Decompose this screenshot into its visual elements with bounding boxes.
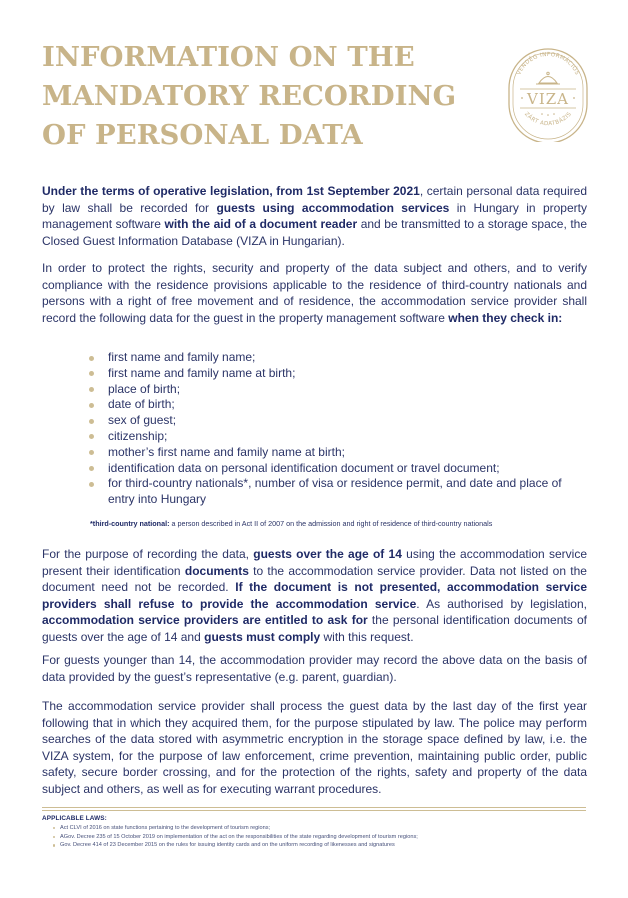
emphasis: guests must comply: [204, 629, 321, 644]
seal-top-text: VENDÉG INFORMÁCIÓS: [516, 51, 580, 77]
text-run: and be transmitted to a storage space, the Closed Guest Information Database (VIZA in Hungarian).: [42, 217, 588, 248]
list-item: first name and family name;: [88, 350, 568, 366]
seal-center-text: VIZA: [526, 90, 570, 108]
text-run: . As authorised by legislation,: [416, 596, 587, 611]
applicable-laws-list: [52, 824, 592, 850]
text-run: In order to protect the rights, security and property of the data subject and others, and to verify compliance with the residence provisions applicable to the residence of third-country nationals and persons with a right of free movement and of residence, the accommodation service provider shall record the following data for the guest in the property management software: [42, 261, 587, 325]
title-line: OF PERSONAL DATA: [42, 119, 363, 151]
emphasis: Under the terms of operative legislation, from 1st September 2021: [42, 184, 420, 198]
emphasis: guests using accommodation services: [216, 200, 450, 215]
emphasis: accommodation service providers are entitled to ask for: [42, 613, 368, 628]
footnote-text: a person described in Act II of 2007 on the admission and right of residence of third-country nationals: [169, 519, 493, 528]
divider: [42, 810, 586, 811]
paragraph-purpose: [42, 260, 587, 326]
footnote-term: *third-country national:: [90, 519, 170, 528]
list-item: sex of guest;: [88, 413, 568, 429]
text-run: , certain personal data required by law shall be recorded for: [42, 184, 587, 215]
divider: [42, 807, 586, 808]
text-run: in Hungary in property management software: [42, 200, 587, 232]
paragraph-documents: [42, 546, 587, 646]
paragraph-minors: For guests younger than 14, the accommodation provider may record the above data on the basis of data provided by the guest’s representative (e.g. parent, guardian).: [42, 653, 587, 684]
emphasis: documents: [184, 563, 249, 578]
list-item: citizenship;: [88, 429, 568, 445]
list-item: first name and family name at birth;: [88, 366, 568, 382]
emphasis: with the aid of a document reader: [164, 217, 358, 232]
seal-bottom-text: ZÁRT ADATBÁZIS: [523, 111, 573, 128]
paragraph-intro: [42, 183, 587, 249]
text-run: the personal identification documents of guests over the age of 14 and: [42, 613, 587, 644]
text-run: to the accommodation service provider. Data not listed on the document need not be recorded.: [42, 563, 587, 595]
title-line: INFORMATION ON THE: [42, 41, 415, 73]
list-item: mother’s first name and family name at birth;: [88, 445, 568, 461]
emphasis: when they check in:: [448, 310, 563, 325]
viza-seal-logo: [506, 40, 590, 142]
list-item: place of birth;: [88, 382, 568, 398]
title-line: MANDATORY RECORDING: [42, 80, 457, 112]
footnote: [90, 519, 590, 528]
svg-text:ZÁRT ADATBÁZIS: [523, 111, 573, 127]
emphasis: If the document is not presented, accommodation service providers shall refuse to provide the accommodation service: [42, 580, 587, 611]
text-run: For the purpose of recording the data,: [42, 547, 254, 561]
page-title: [42, 38, 462, 155]
applicable-laws-heading: APPLICABLE LAWS:: [42, 815, 107, 822]
law-item: Gov. Decree 414 of 23 December 2015 on the rules for issuing identity cards and on the uniform recording of likenesses and signatures: [52, 841, 592, 850]
law-item: AGov. Decree 235 of 15 October 2019 on implementation of the act on the responsibilities of the state regarding development of tourism regions;: [52, 833, 592, 842]
list-item: identification data on personal identification document or travel document;: [88, 461, 568, 477]
emphasis: guests over the age of 14: [253, 547, 402, 561]
law-item: Act CLVI of 2016 on state functions pertaining to the development of tourism regions;: [52, 824, 592, 833]
recorded-data-list: [88, 350, 568, 508]
service-bell-icon: [536, 72, 560, 84]
paragraph-retention: The accommodation service provider shall process the guest data by the last day of the first year following that in which they acquired them, for the purpose stipulated by law. The police may perform searches of the data stored with asymmetric encryption in the storage space defined by law, i.e. the VIZA system, for the purpose of law enforcement, crime prevention, maintaining public order, public safety, secure border crossing, and for the protection of the rights, safety and property of the data subject and others, as well as for executing warrant procedures.: [42, 699, 587, 796]
text-run: using the accommodation service present their identification: [42, 547, 587, 578]
list-item: date of birth;: [88, 397, 568, 413]
list-item: for third-country nationals*, number of visa or residence permit, and date and place of entry into Hungary: [88, 476, 568, 508]
text-run: with this request.: [320, 629, 414, 644]
